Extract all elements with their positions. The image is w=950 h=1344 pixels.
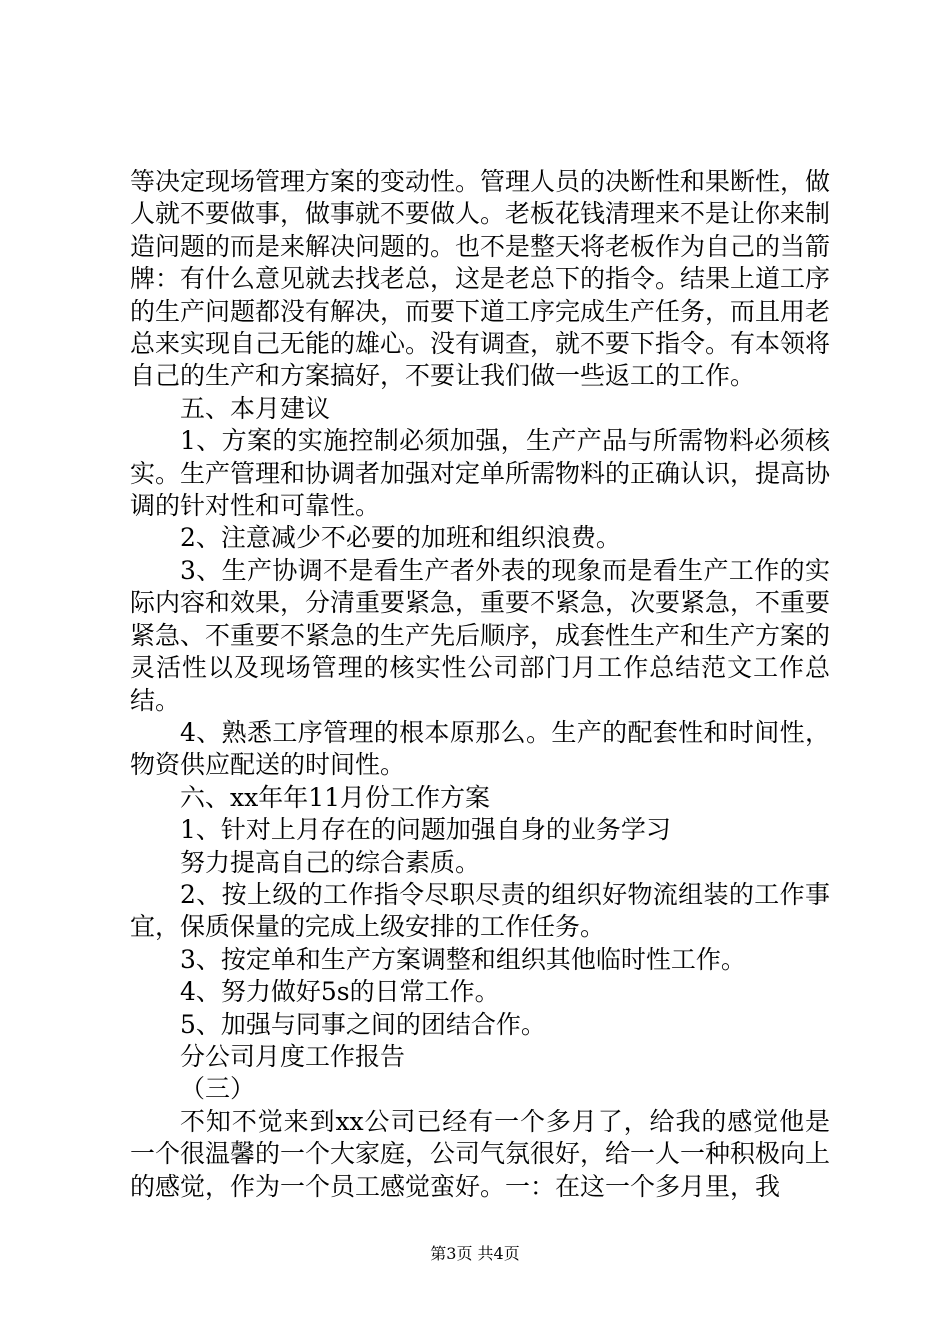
paragraph-plan-2: 2、按上级的工作指令尽职尽责的组织好物流组装的工作事宜，保质保量的完成上级安排的工作任务。 <box>130 879 830 942</box>
page-footer: 第3页 共4页 <box>430 1244 520 1263</box>
document-body <box>130 166 830 1203</box>
section-heading-6: 六、xx年年11月份工作方案 <box>180 782 491 812</box>
paragraph-1: 等决定现场管理方案的变动性。管理人员的决断性和果断性，做人就不要做事，做事就不要做人。老板花钱清理来不是让你来制造问题的而是来解决问题的。也不是整天将老板作为自己的当箭牌：有什么意见就去找老总，这是老总下的指令。结果上道工序的生产问题都没有解决，而要下道工序完成生产任务，而且用老总来实现自己无能的雄心。没有调查，就不要下指令。有本领将自己的生产和方案搞好，不要让我们做一些返工的工作。 <box>130 167 831 391</box>
paragraph-suggestion-4: 4、熟悉工序管理的根本原那么。生产的配套性和时间性，物资供应配送的时间性。 <box>130 717 830 780</box>
paragraph-plan-5: 5、加强与同事之间的团结合作。 <box>180 1009 546 1039</box>
paragraph-plan-4: 4、努力做好5s的日常工作。 <box>180 977 500 1007</box>
section-heading-5: 五、本月建议 <box>180 393 331 423</box>
paragraph-suggestion-2: 2、注意减少不必要的加班和组织浪费。 <box>180 523 621 553</box>
report-title: 分公司月度工作报告 <box>180 1041 406 1071</box>
paragraph-plan-1: 1、针对上月存在的问题加强自身的业务学习 <box>180 815 671 845</box>
paragraph-plan-1-cont: 努力提高自己的综合素质。 <box>180 847 481 877</box>
report-section-number: （三） <box>180 1074 256 1104</box>
paragraph-report-intro: 不知不觉来到xx公司已经有一个多月了，给我的感觉他是一个很温馨的一个大家庭，公司气氛很好，给一人一种积极向上的感觉，作为一个员工感觉蛮好。一：在这一个多月里，我 <box>130 1106 831 1201</box>
paragraph-plan-3: 3、按定单和生产方案调整和组织其他临时性工作。 <box>180 944 746 974</box>
paragraph-suggestion-3: 3、生产协调不是看生产者外表的现象而是看生产工作的实际内容和效果，分清重要紧急，重要不紧急，次要紧急，不重要紧急、不重要不紧急的生产先后顺序，成套性生产和生产方案的灵活性以及现场管理的核实性公司部门月工作总结范文工作总结。 <box>130 555 831 715</box>
paragraph-suggestion-1: 1、方案的实施控制必须加强，生产产品与所需物料必须核实。生产管理和协调者加强对定单所需物料的正确认识，提高协调的针对性和可靠性。 <box>130 426 831 521</box>
